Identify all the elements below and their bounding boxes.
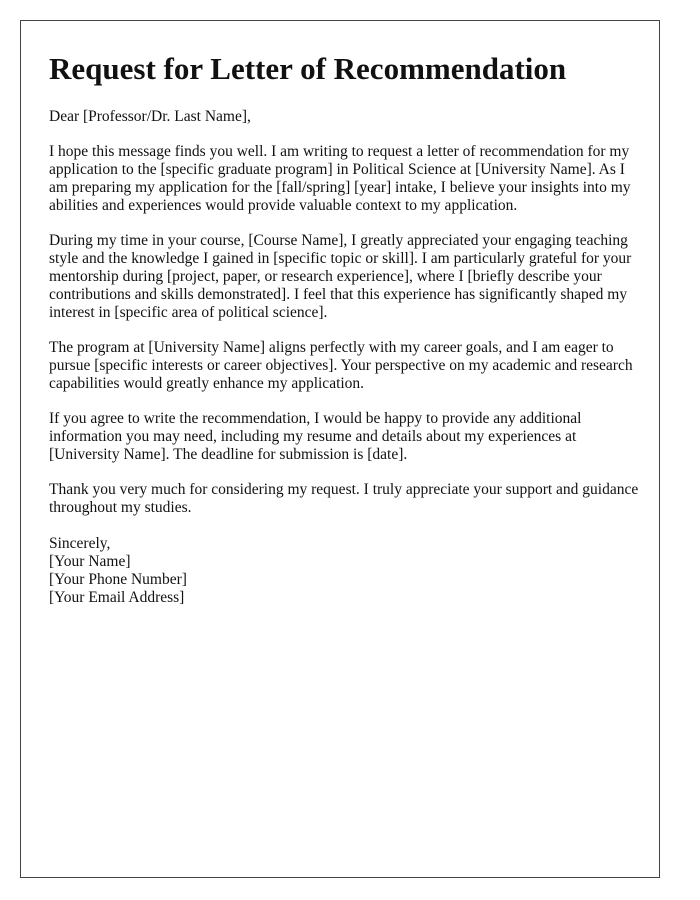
letter-page (20, 20, 660, 878)
sender-email: [Your Email Address] (49, 589, 185, 606)
sender-name: [Your Name] (49, 553, 131, 570)
paragraph-additional-info: If you agree to write the recommendation, I would be happy to provide any additional information you may need, including my resume and details about my experiences at [University Name]. The deadline for submission is [date]. (49, 410, 582, 463)
signature-block (49, 535, 639, 607)
letter-body (49, 51, 639, 607)
paragraph-course-experience: During my time in your course, [Course Name], I greatly appreciated your engaging teaching style and the knowledge I gained in [specific topic or skill]. I am particularly grateful for your mentorship during [project, paper, or research experience], where I [briefly describe your contributions and skills demonstrated]. I feel that this experience has significantly shaped my interest in [specific area of political science]. (49, 232, 632, 321)
valediction: Sincerely, (49, 535, 111, 552)
sender-phone: [Your Phone Number] (49, 571, 187, 588)
salutation: Dear [Professor/Dr. Last Name], (49, 108, 251, 125)
letter-title: Request for Letter of Recommendation (49, 51, 567, 86)
paragraph-program-fit: The program at [University Name] aligns perfectly with my career goals, and I am eager to pursue [specific interests or career objectives]. Your perspective on my academic and research capabilities would greatly enhance my application. (49, 339, 633, 392)
paragraph-thanks: Thank you very much for considering my request. I truly appreciate your support and guidance throughout my studies. (49, 481, 639, 516)
paragraph-intro: I hope this message finds you well. I am writing to request a letter of recommendation for my application to the [specific graduate program] in Political Science at [University Name]. As I am preparing my application for the [fall/spring] [year] intake, I believe your insights into my abilities and experiences would provide valuable context to my application. (49, 143, 631, 214)
